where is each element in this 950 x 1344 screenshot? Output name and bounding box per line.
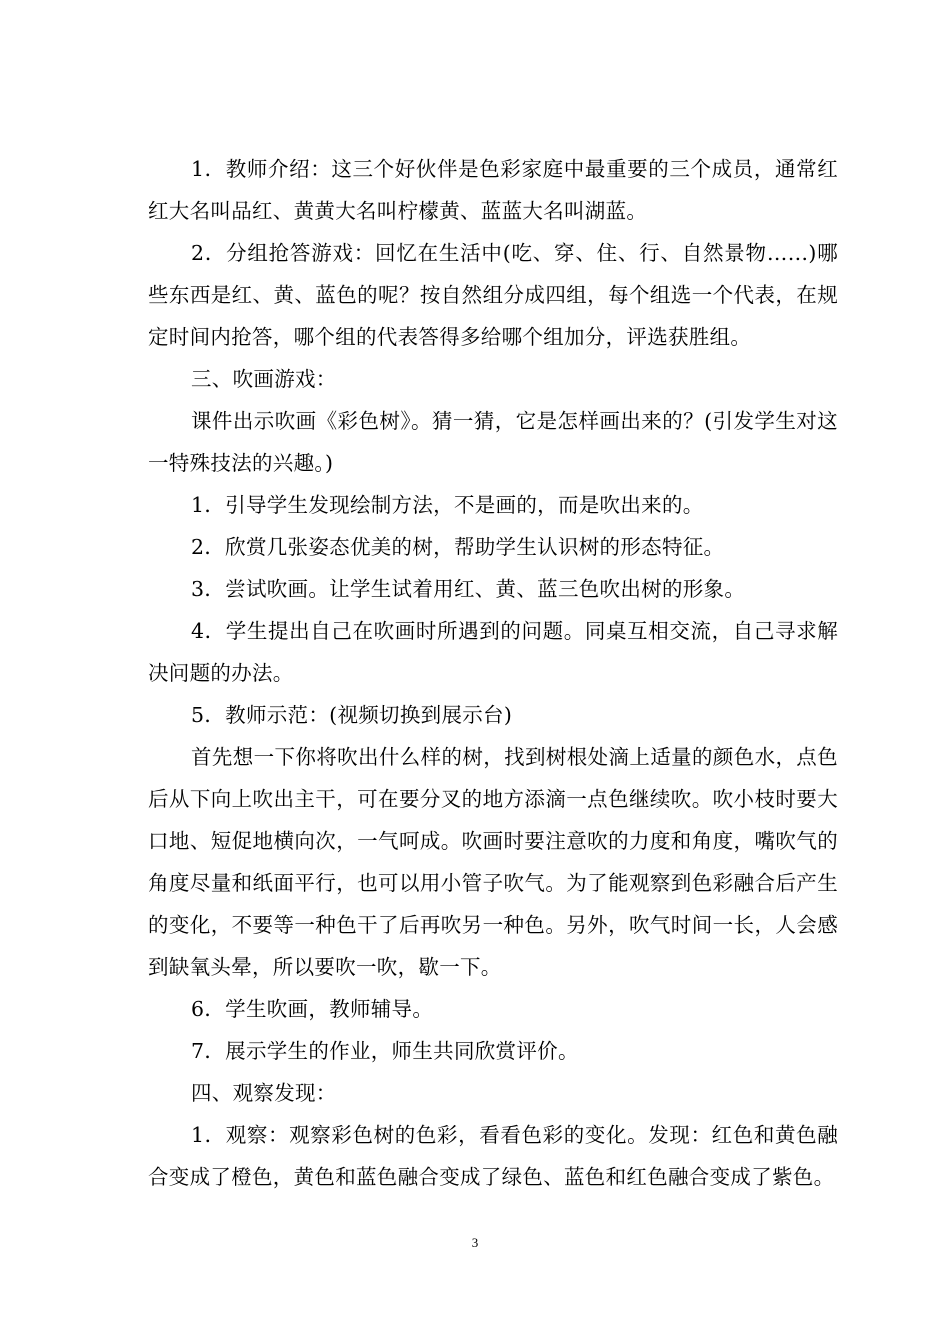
paragraph-observation-1: 1．观察：观察彩色树的色彩，看看色彩的变化。发现：红色和黄色融合变成了橙色，黄色和蓝色融合变成了绿色、蓝色和红色融合变成了紫色。	[148, 1123, 838, 1189]
paragraph-step-3: 3．尝试吹画。让学生试着用红、黄、蓝三色吹出树的形象。	[191, 577, 746, 601]
paragraph-teacher-intro: 1．教师介绍：这三个好伙伴是色彩家庭中最重要的三个成员，通常红红大名叫品红、黄黄大名叫柠檬黄、蓝蓝大名叫湖蓝。	[148, 157, 838, 223]
paragraph-group-quiz: 2．分组抢答游戏：回忆在生活中(吃、穿、住、行、自然景物……)哪些东西是红、黄、蓝色的呢？按自然组分成四组，每个组选一个代表，在规定时间内抢答，哪个组的代表答得多给哪个组加分，评选获胜组。	[148, 241, 838, 349]
paragraph-courseware: 课件出示吹画《彩色树》。猜一猜，它是怎样画出来的？(引发学生对这一特殊技法的兴趣。)	[148, 409, 838, 475]
document-body	[148, 148, 838, 1198]
paragraph-step-5: 5．教师示范：(视频切换到展示台)	[191, 703, 513, 727]
paragraph-step-2: 2．欣赏几张姿态优美的树，帮助学生认识树的形态特征。	[191, 535, 725, 559]
section-heading-observation: 四、观察发现：	[191, 1081, 337, 1105]
paragraph-step-7: 7．展示学生的作业，师生共同欣赏评价。	[191, 1039, 579, 1063]
page-number: 3	[471, 1235, 479, 1250]
section-heading-blow-painting: 三、吹画游戏：	[191, 367, 337, 391]
paragraph-demonstration: 首先想一下你将吹出什么样的树，找到树根处滴上适量的颜色水，点色后从下向上吹出主干，可在要分叉的地方添滴一点色继续吹。吹小枝时要大口地、短促地横向次，一气呵成。吹画时要注意吹的力度和角度，嘴吹气的角度尽量和纸面平行，也可以用小管子吹气。为了能观察到色彩融合后产生的变化，不要等一种色干了后再吹另一种色。另外，吹气时间一长，人会感到缺氧头晕，所以要吹一吹，歇一下。	[148, 745, 838, 979]
paragraph-step-4: 4．学生提出自己在吹画时所遇到的问题。同桌互相交流，自己寻求解决问题的办法。	[148, 619, 838, 685]
paragraph-step-6: 6．学生吹画，教师辅导。	[191, 997, 434, 1021]
paragraph-step-1: 1．引导学生发现绘制方法，不是画的，而是吹出来的。	[191, 493, 704, 517]
